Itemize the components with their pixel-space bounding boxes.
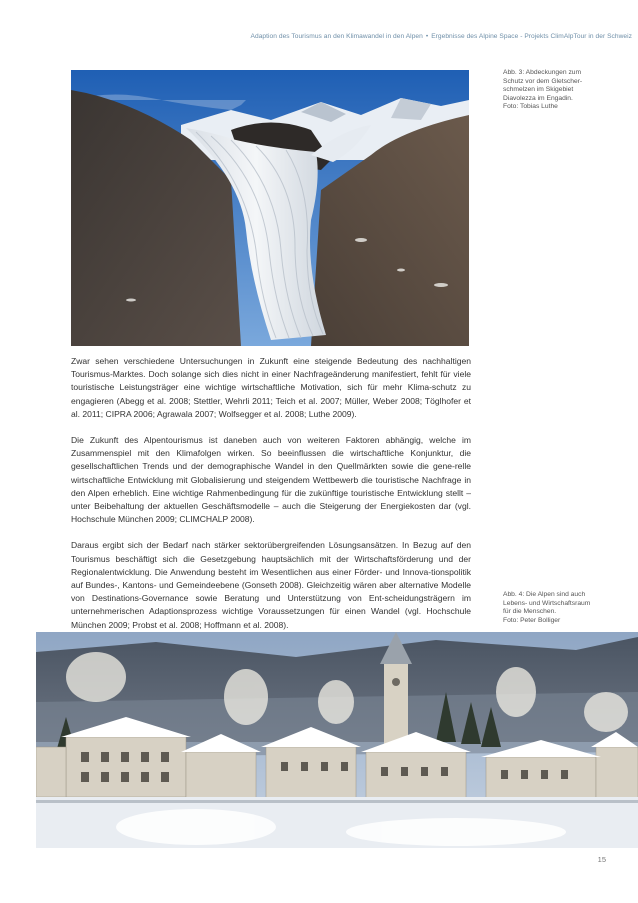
running-header (150, 33, 632, 40)
caption-line: Abb. 3: Abdeckungen zum (503, 69, 582, 76)
figure-4-caption (503, 591, 613, 625)
header-right: Ergebnisse des Alpine Space - Projekts ClimAlpTour in der Schweiz (431, 33, 632, 40)
caption-line: Diavolezza im Engadin. (503, 94, 573, 102)
caption-line: Abb. 4: Die Alpen sind auch (503, 591, 586, 598)
header-left: Adaption des Tourismus an den Klimawandel in den Alpen (250, 33, 423, 40)
alpine-village-photo (36, 632, 638, 848)
paragraph: Zwar sehen verschiedene Untersuchungen in Zukunft eine steigende Bedeutung des nachhaltigen Tourismus-Marktes. Doch solange sich dies nicht in einer Nachfrageänderung manifestiert, fehlt für viele touristische Leistungsträger eine wichtige wirtschaftliche Motivation, sich für mehr Klima-schutz zu engagieren (Abegg et al. 2008; Stettler, Wehrli 2011; Teich et al. 2007; Müller, Weber 2008; Töglhofer et al. 2011; CIPRA 2006; Agrawala 2007; Wolfsegger et al. 2008; Luthe 2009). (71, 356, 471, 419)
caption-line: für die Menschen. (503, 608, 557, 616)
caption-line: Foto: Tobias Luthe (503, 103, 558, 111)
figure-3-caption (503, 69, 613, 112)
glacier-cover-photo (71, 70, 469, 346)
caption-line: Lebens- und Wirtschaftsraum (503, 599, 591, 607)
paragraph: Daraus ergibt sich der Bedarf nach stärker sektorübergreifenden Lösungsansätzen. In Bezug auf den Tourismus beschäftigt sich die Gesetzgebung hauptsächlich mit der Wirtschaftsförderung und der Regionalentwicklung. Die Anwendung besteht im Wesentlichen aus einer Förder- und Innova-tionspolitik auf Bundes-, Kantons- und Gemeindeebene (Gonseth 2008). Gleichzeitig wären aber alternative Modelle von Destinations-Governance sowie Beratung und Unterstützung von Ent-scheidungsträgern im unternehmerischen Adaptionsprozess wichtige Voraussetzungen für einen Wandel (vgl. Hochschule München 2009; Probst et al. 2008; Hoffmann et al. 2008). (71, 540, 471, 630)
caption-line: Foto: Peter Bolliger (503, 616, 561, 624)
caption-line: schmelzen im Skigebiet (503, 86, 574, 94)
body-text (71, 355, 471, 645)
caption-line: Schutz vor dem Gletscher- (503, 77, 583, 85)
paragraph: Die Zukunft des Alpentourismus ist daneben auch von weiteren Faktoren abhängig, welche im Zusammenspiel mit den Klimafolgen wirken. So beeinflussen die wirtschaftliche Konjunktur, die gesellschaftlichen Trends und der demographische Wandel in den Quellmärkten sowie die gene-relle wirtschaftliche Entwicklung mit Globalisierung und steigendem Wettbewerb die touristische Nachfrage in den Alpen erheblich. Eine wichtige Rahmenbedingung für die zukünftige touristische Entwicklung stellt – unter Beibehaltung der aktuellen Geschäftsmodelle – auch die Steigerung der Energiekosten dar (vgl. Hochschule München 2009; CLIMCHALP 2008). (71, 435, 471, 525)
page-number: 15 (597, 855, 606, 864)
header-separator: • (425, 33, 429, 40)
